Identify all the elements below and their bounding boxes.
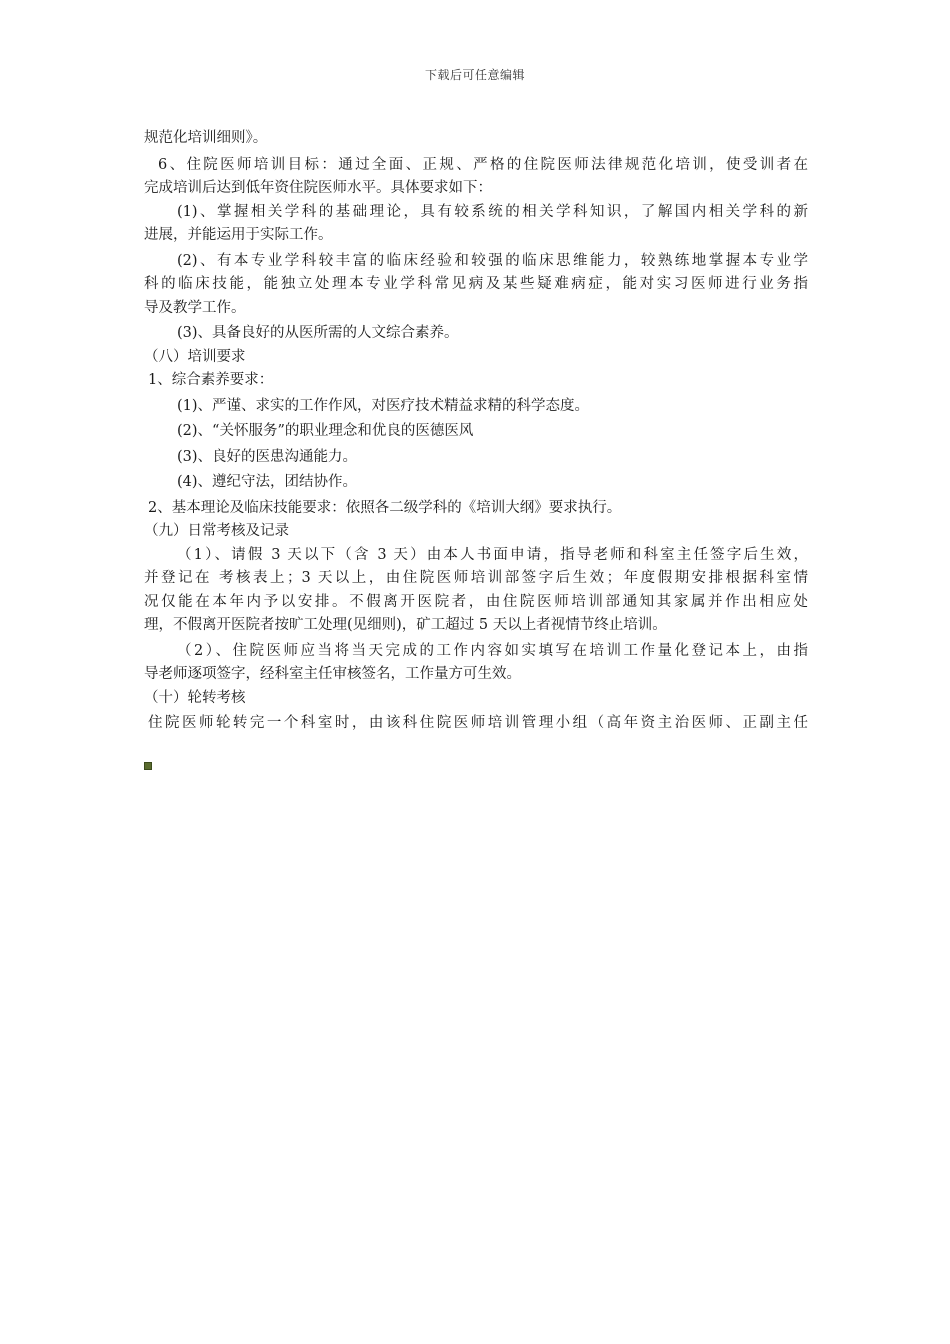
paragraph-line: 导老师逐项签字，经科室主任审核签名，工作量方可生效。 — [144, 666, 521, 682]
section-heading: （九）日常考核及记录 — [144, 523, 289, 539]
paragraph-line: 进展，并能运用于实际工作。 — [144, 227, 333, 243]
document-body — [144, 127, 808, 736]
paragraph-line: 住院医师轮转完一个科室时，由该科住院医师培训管理小组（高年资主治医师、正副主任 — [148, 715, 808, 731]
paragraph-line: (3)、具备良好的从医所需的人文综合素养。 — [177, 325, 459, 341]
page-header: 下载后可任意编辑 — [424, 68, 525, 82]
paragraph-line: （2）、住院医师应当将当天完成的工作内容如实填写在培训工作量化登记本上，由指 — [177, 642, 808, 659]
list-item: (3)、良好的医患沟通能力。 — [177, 448, 358, 465]
paragraph-line: （1）、请假 3 天以下（含 3 天）由本人书面申请，指导老师和科室主任签字后生效， — [177, 546, 808, 563]
paragraph-line: (2)、有本专业学科较丰富的临床经验和较强的临床思维能力，较熟练地掌握本专业学 — [177, 252, 808, 269]
paragraph-line: 导及教学工作。 — [144, 299, 246, 316]
subsection-heading: 2、基本理论及临床技能要求：依照各二级学科的《培训大纲》要求执行。 — [148, 499, 622, 516]
page-marker-icon — [144, 762, 152, 770]
paragraph-line: 理，不假离开医院者按旷工处理(见细则)，矿工超过 5 天以上者视情节终止培训。 — [144, 617, 667, 633]
section-heading: （十）轮转考核 — [144, 689, 246, 706]
paragraph-line: 规范化培训细则》。 — [144, 130, 268, 146]
list-item: (4)、遵纪守法，团结协作。 — [177, 474, 358, 490]
paragraph-line: 况仅能在本年内予以安排。不假离开医院者，由住院医师培训部通知其家属并作出相应处 — [144, 593, 808, 610]
paragraph-line: 6、住院医师培训目标：通过全面、正规、严格的住院医师法律规范化培训，使受训者在 — [158, 156, 808, 173]
paragraph-line: 科的临床技能，能独立处理本专业学科常见病及某些疑难病症，能对实习医师进行业务指 — [144, 276, 808, 292]
paragraph-line: 并登记在 考核表上；3 天以上，由住院医师培训部签字后生效；年度假期安排根据科室情 — [144, 570, 808, 586]
list-item: (2)、“关怀服务”的职业理念和优良的医德医风 — [177, 423, 474, 439]
subsection-heading: 1、综合素养要求： — [148, 372, 274, 388]
list-item: (1)、严谨、求实的工作作风，对医疗技术精益求精的科学态度。 — [177, 397, 590, 414]
paragraph-line: 完成培训后达到低年资住院医师水平。具体要求如下： — [144, 180, 492, 196]
section-heading: （八）培训要求 — [144, 348, 246, 365]
paragraph-line: (1)、掌握相关学科的基础理论，具有较系统的相关学科知识，了解国内相关学科的新 — [177, 203, 808, 220]
